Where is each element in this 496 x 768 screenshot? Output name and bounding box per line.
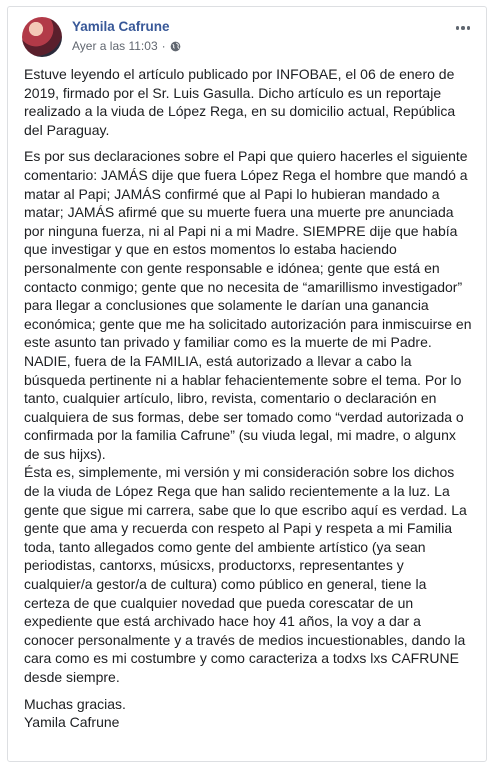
more-options-button[interactable]	[452, 21, 474, 35]
author-name[interactable]: Yamila Cafrune	[72, 19, 170, 34]
post-closing: Muchas gracias.	[24, 695, 126, 712]
dot-icon	[467, 26, 471, 30]
dot-icon	[461, 26, 465, 30]
post-signature: Yamila Cafrune	[24, 714, 120, 731]
dot-icon	[456, 26, 460, 30]
post-card	[7, 6, 487, 762]
post-paragraph: Estuve leyendo el artículo publicado por INFOBAE, el 06 de enero de 2019, firmado por el Sr. Luis Gasulla. Dicho artículo es un reportaje realizado a la viuda de López Rega, en su domicilio actual, República del Paraguay.	[24, 66, 456, 138]
post-paragraph: Es por sus declaraciones sobre el Papi que quiero hacerles el siguiente comentario: JAMÁS dije que fuera López Rega el hombre que mandó a matar al Papi; JAMÁS confirmé que al Papi lo hubieran mandado a matar; JAMÁS afirmé que su muerte fuera una muerte pre anunciada por ninguna fuerza, ni al Papi ni a mi Madre. SIEMPRE dije que había que investigar y que en estos momentos lo estaba haciendo personalmente con gente responsable e idónea; gente que está en contacto conmigo; gente que no necesita de “amarillismo investigador” para llegar a conclusiones que solamente le darían una ganancia económica; gente que me ha solicitado autorización para inmiscuirse en este asunto tan privado y familiar como es la muerte de mi Padre. NADIE, fuera de la FAMILIA, está autorizado a llevar a cabo la búsqueda pertinente ni a hablar fehacientemente sobre el tema. Por lo tanto, cualquier artículo, libro, revista, comentario o declaración en cualquiera de sus formas, debe ser tomado como “verdad autorizada o confirmada por la familia Cafrune” (su viuda legal, mi madre, o algunx de sus hijxs).	[24, 148, 472, 462]
post-paragraph: Ésta es, simplemente, mi versión y mi consideración sobre los dichos de la viuda de López Rega que han salido recientemente a la luz. La gente que sigue mi carrera, sabe que lo que escribo aquí es verdad. La gente que ama y recuerda con respeto al Papi y respeta a mi Familia toda, tanto allegados como gente del ambiente artístico (ya sean periodistas, cantorxs, músicxs, productorxs, representantes y cualquier/a gestor/a de cultura) como público en general, tiene la certeza de que cualquier novedad que pueda corescatar de un expediente que está archivado hace hoy 41 años, la voy a dar a conocer personalmente y a través de medios incuestionables, dando la cara como es mi costumbre y como caracteriza a todxs lxs CAFRUNE desde siempre.	[24, 464, 467, 685]
avatar[interactable]	[22, 17, 62, 57]
globe-icon[interactable]	[170, 41, 181, 52]
post-meta: Ayer a las 11:03 ·	[72, 39, 181, 53]
post-header	[22, 17, 476, 61]
post-timestamp[interactable]: Ayer a las 11:03	[72, 39, 158, 53]
post-body	[24, 65, 472, 732]
